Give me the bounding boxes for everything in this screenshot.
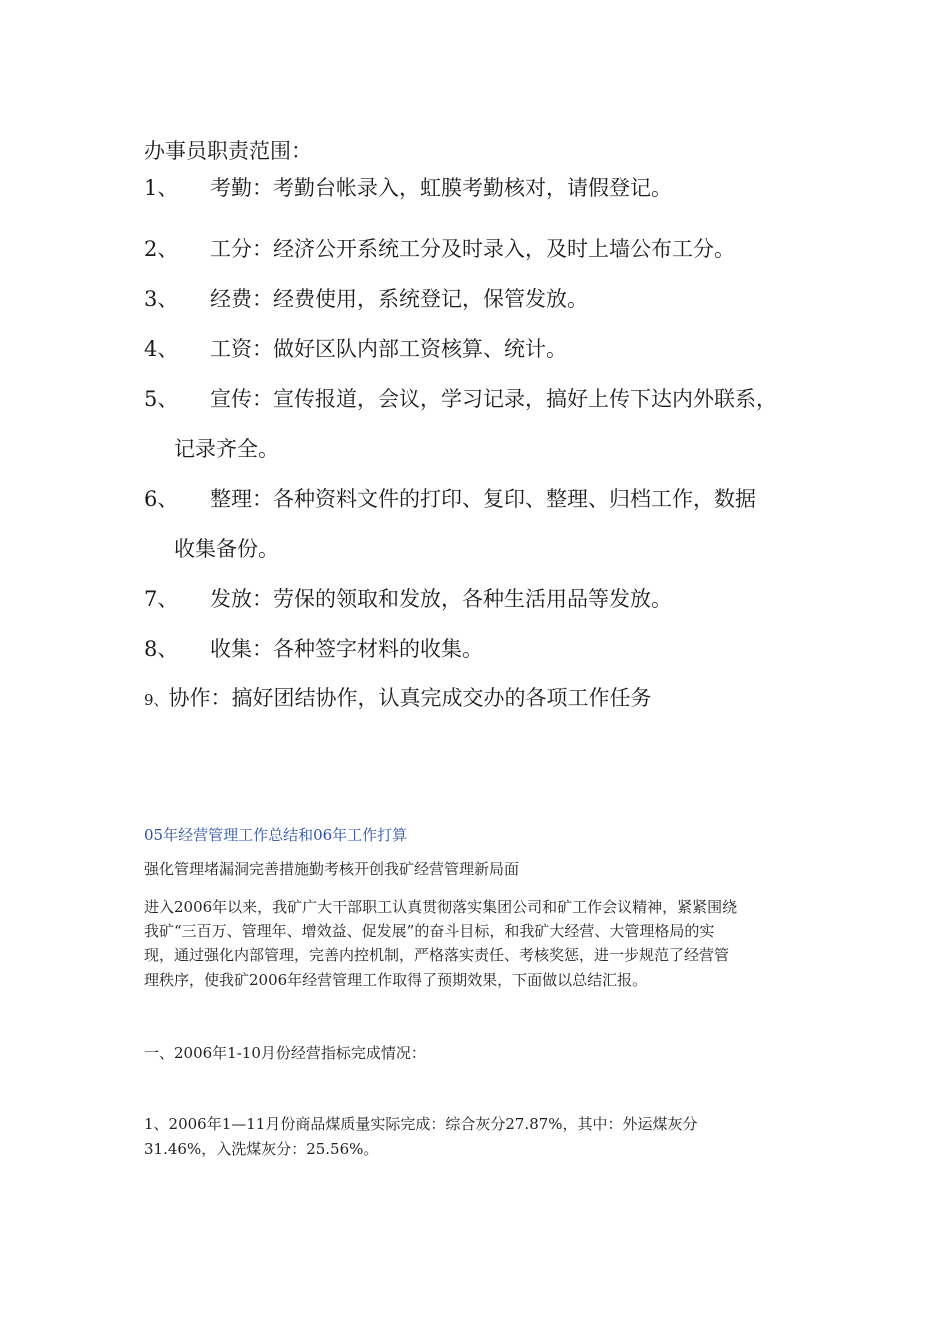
duty-number: 3、 <box>144 287 179 311</box>
duty-item-4 <box>144 332 567 366</box>
duty-text: 宣传：宣传报道，会议，学习记录，搞好上传下达内外联系， <box>210 387 777 411</box>
intro-line-4: 理秩序，使我矿2006年经营管理工作取得了预期效果，下面做以总结汇报。 <box>144 971 648 989</box>
duty-number: 9、 <box>144 691 169 709</box>
duty-number: 7、 <box>144 587 179 611</box>
duty-item-8 <box>144 632 483 666</box>
duty-number: 6、 <box>144 487 179 511</box>
duty-number: 4、 <box>144 337 179 361</box>
duty-item-2 <box>144 232 735 266</box>
duty-text: 协作：搞好团结协作，认真完成交办的各项工作任务 <box>168 686 652 710</box>
duty-text: 工分：经济公开系统工分及时录入，及时上墙公布工分。 <box>210 237 735 261</box>
duty-number: 5、 <box>144 387 179 411</box>
duty-item-9 <box>144 681 652 717</box>
duty-number: 2、 <box>144 237 179 261</box>
duty-text: 工资：做好区队内部工资核算、统计。 <box>210 337 567 361</box>
duty-item-1 <box>144 171 672 205</box>
duty-item-7 <box>144 582 672 616</box>
intro-line-1: 进入2006年以来，我矿广大干部职工认真贯彻落实集团公司和矿工作会议精神，紧紧围绕 <box>144 898 738 916</box>
duty-text: 收集：各种签字材料的收集。 <box>210 637 483 661</box>
duty-number: 8、 <box>144 637 179 661</box>
section-heading-1: 一、2006年1-10月份经营指标完成情况： <box>144 1044 426 1062</box>
item1-line-2: 31.46%，入洗煤灰分：25.56%。 <box>144 1140 379 1158</box>
duty-item-3 <box>144 282 588 316</box>
duty-continuation: 记录齐全。 <box>174 437 279 461</box>
duty-text: 发放：劳保的领取和发放，各种生活用品等发放。 <box>210 587 672 611</box>
duty-text: 经费：经费使用，系统登记，保管发放。 <box>210 287 588 311</box>
duty-text: 整理：各种资料文件的打印、复印、整理、归档工作，数据 <box>210 487 756 511</box>
duty-text: 考勤：考勤台帐录入，虹膜考勤核对，请假登记。 <box>210 176 672 200</box>
report-subtitle: 强化管理堵漏洞完善措施勤考核开创我矿经营管理新局面 <box>144 860 520 878</box>
duty-item-5 <box>144 382 777 461</box>
duty-item-6 <box>144 482 756 561</box>
report-title: 05年经营管理工作总结和06年工作打算 <box>144 826 408 844</box>
duties-title: 办事员职责范围： <box>144 139 312 163</box>
intro-line-2: 我矿“三百万、管理年、增效益、促发展”的奋斗目标，和我矿大经营、大管理格局的实 <box>144 922 715 940</box>
duty-number: 1、 <box>144 176 179 200</box>
intro-line-3: 现，通过强化内部管理，完善内控机制，严格落实责任、考核奖惩，进一步规范了经营管 <box>144 946 730 964</box>
duty-continuation: 收集备份。 <box>174 537 279 561</box>
item1-line-1: 1、2006年1—11月份商品煤质量实际完成：综合灰分27.87%，其中：外运煤灰分 <box>144 1115 698 1133</box>
